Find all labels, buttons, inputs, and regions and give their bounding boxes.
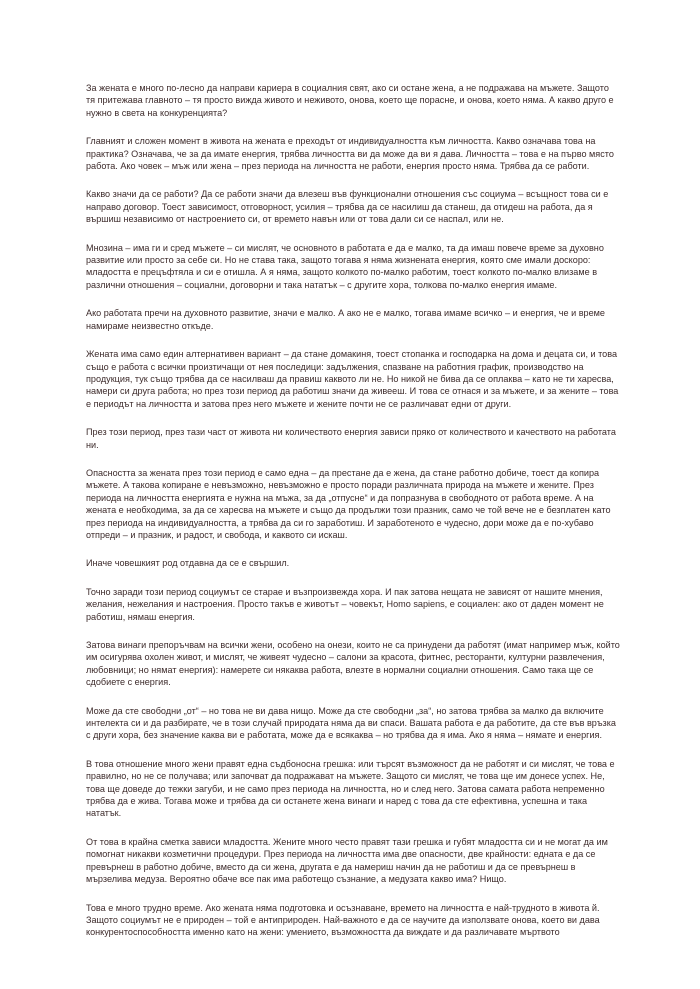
paragraph: От това в крайна сметка зависи младостта. Жените много често правят тази грешка и губят младостта си и не могат да им помогнат никакви козметични процедури. През периода на личността има две опасности, две крайности: едната е да се превърнеш в работно добиче, вместо да си жена, другата е да намериш начин да не работиш и да се превърнеш в мързелива медуза. Вероятно обаче все пак има работещо съзнание, а медузата какво има? Нищо. — [86, 836, 608, 885]
paragraph: За жената е много по-лесно да направи кариера в социалния свят, ако си остане жена, а не подражава на мъжете. Защото тя притежава главното – тя просто вижда живото и неживото, онова, което ще порасне, и онова, което няма. А какво друго е нужно в света на конкуренцията? — [86, 83, 614, 118]
paragraph: Опасността за жената през този период е само една – да престане да е жена, да стане работно добиче, тоест да копира мъжете. А такова копиране е невъзможно, невъзможно е просто поради различната природа на мъжете и жените. През периода на личността енергията е нужна на мъжа, за да „отпусне“ и да попразнува в свободното от работа време. А на жената е необходима, за да се харесва на мъжете и също да продължи този празник, само че той вече не е безплатен като през периода на индивидуалността, а трябва да си го заработиш. И заработеното е чудесно, дори може да е по-хубаво отпреди – и празник, и радост, и свобода, и каквото си искаш. — [86, 467, 611, 540]
document-page — [86, 82, 620, 955]
paragraph: Главният и сложен момент в живота на жената е преходът от индивидуалността към личността. Какво означава това на практика? Означава, че за да имате енергия, трябва личността ви да може да ви я дава. Личността – това е на първо място работа. Ако човек – мъж или жена – през периода на личността не работи, енергия просто няма. Трябва да се работи. — [86, 136, 614, 172]
paragraph: През този период, през тази част от живота ни количеството енергия зависи пряко от количеството и качеството на работата ни. — [86, 427, 616, 450]
paragraph: Това е много трудно време. Ако жената няма подготовка и осъзнаване, времето на личността е най-трудното в живота й. Защото социумът не е природен – той е антиприроден. Най-важното е да се научите да използвате онова, което ви дава конкурентоспособността именно като на жени: умението, възможността да виждате и да различавате мъртвото — [86, 902, 600, 938]
paragraph: Жената има само един алтернативен вариант – да стане домакиня, тоест стопанка и господарка на дома и децата си, и това също е работа с всички произтичащи от нея последици: задължения, спазване на работния график, производство на продукция, тук също трябва да се насилваш да правиш каквото ли не. Но никой не бива да се оплаква – като не ти харесва, намери си друга работа; но през този период да работиш значи да живееш. И това се отнася и за мъжете, и за жените – това е периодът на личността и затова през него мъжете и жените почти не се различават едни от други. — [86, 349, 619, 409]
paragraph: В това отношение много жени правят една съдбоносна грешка: или търсят възможност да не работят и си мислят, че това е правилно, но не се получава; или започват да подражават на мъжете. Защото си мислят, че това ще им донесе успех. Не, това ще доведе до тежки загуби, и не само през периода на личността, но и след него. Затова самата работа непременно трябва да е жива. Тогава може и трябва да си останете жена винаги и наред с това да сте ефективна, успешна и така нататък. — [86, 758, 615, 819]
paragraph: Точно заради този период социумът се стараe и възпроизвежда хора. И пак затова нещата не зависят от нашите мнения, желания, нежелания и настроения. Просто такъв е животът – човекът, Homo sapiens, е социален: ако от даден момент не работиш, нямаш енергия. — [86, 586, 604, 622]
paragraph: Иначе човешкият род отдавна да се е свършил. — [86, 558, 290, 569]
paragraph: Може да сте свободни „от“ – но това не ви дава нищо. Може да сте свободни „за“, но затова трябва за малко да включите интелекта си и да разбирате, че в този случай природата няма да ви спаси. Вашата работа е да работите, да сте във връзка с други хора, без значение каква ви е работата, може да е всякаква – но трябва да я има. Ако я няма – нямате и енергия. — [86, 705, 616, 741]
paragraph: Ако работата пречи на духовното развитие, значи е малко. А ако не е малко, тогава имаме всичко – и енергия, че и време намираме неизвестно откъде. — [86, 308, 605, 331]
paragraph: Какво значи да се работи? Да се работи значи да влезеш във функционални отношения със социума – всъщност това си е направо договор. Тоест зависимост, отговорност, усилия – трябва да се насилиш да станеш, да отидеш на работа, да я вършиш независимо от настроението си, от времето навън или от това дали си се наспал, или не. — [86, 189, 609, 225]
paragraph: Затова винаги препоръчвам на всички жени, особено на онези, които не са принудени да работят (имат например мъж, който им осигурява охолен живот, и мислят, че живеят чудесно – салони за красота, фитнес, ресторанти, културни развлечения, любовници; но нямат енергия): намерете си някаква работа, влезте в нормални социални отношения. Само така ще се сдобиете с енергия. — [86, 640, 620, 688]
paragraph: Мнозина – има ги и сред мъжете – си мислят, че основното в работата е да е малко, та да имаш повече време за духовно развитие или просто за себе си. Но не става така, защото тогава я няма жизнената енергия, която сме имали доскоро: младостта е прецъфтяла и си е отишла. А я няма, защото колкото по-малко работим, тоест колкото по-малко влизаме в различни отношения – социални, договорни и така нататък – с другите хора, толкова по-малко енергия имаме. — [86, 242, 604, 290]
